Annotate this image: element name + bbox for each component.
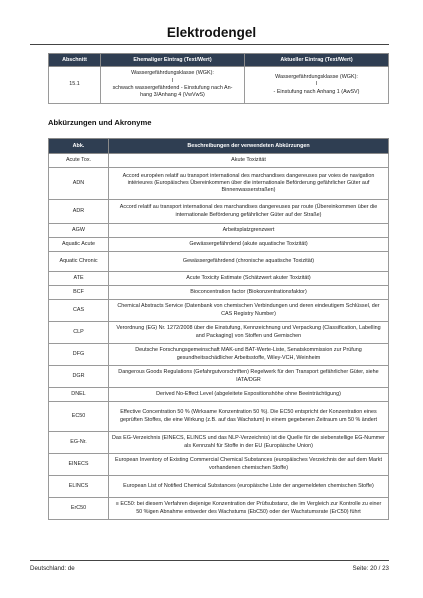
abbreviation-cell: EC50 — [49, 402, 109, 432]
current-line: - Einstufung nach Anhang 1 (AwSV) — [273, 88, 360, 95]
column-header-current: Aktueller Eintrag (Text/Wert) — [245, 54, 389, 67]
column-header-former: Ehemaliger Eintrag (Text/Wert) — [101, 54, 245, 67]
column-header-section: Abschnitt — [49, 54, 101, 67]
former-line: hang 3/Anhang 4 (VwVwS) — [140, 92, 205, 99]
cell-current-entry — [245, 67, 389, 104]
change-table-header — [49, 54, 389, 67]
abbreviation-cell: ELINCS — [49, 476, 109, 498]
abbreviation-cell: EG-Nr. — [49, 432, 109, 454]
description-cell: Das EG-Verzeichnis (EINECS, ELINCS und das NLP-Verzeichnis) ist die Quelle für die siebenstellige EG-Nummer als Kennzahl für Stoffe in der EU (Europäische Union) — [109, 432, 389, 454]
description-cell: European Inventory of Existing Commercial Chemical Substances (europäisches Verzeichnis der auf dem Markt vorhandenen chemischen Stoffe) — [109, 454, 389, 476]
abbreviation-cell: DNEL — [49, 388, 109, 402]
abbreviation-cell: ErC50 — [49, 498, 109, 520]
description-cell: Akute Toxizität — [109, 154, 389, 168]
table-row — [49, 454, 389, 476]
abbreviation-cell: Acute Tox. — [49, 154, 109, 168]
table-row — [49, 366, 389, 388]
former-line: I — [171, 77, 174, 84]
abbreviation-cell: DFG — [49, 344, 109, 366]
table-row — [49, 67, 389, 104]
table-row — [49, 498, 389, 520]
description-cell: Deutsche Forschungsgemeinschaft MAK-und BAT-Werte-Liste, Senatskommission zur Prüfung gesundheitsschädlicher Arbeitsstoffe, Wiley-VCH, Weinheim — [109, 344, 389, 366]
description-cell: Gewässergefährdend (chronische aquatische Toxizität) — [109, 252, 389, 272]
abbreviation-cell: ADR — [49, 200, 109, 224]
abbreviations-table-body — [49, 154, 389, 520]
table-row — [49, 272, 389, 286]
section-heading-abbreviations: Abkürzungen und Akronyme — [48, 118, 152, 127]
description-cell: Verordnung (EG) Nr. 1272/2008 über die Einstufung, Kennzeichnung und Verpackung (Classification, Labelling and Packaging) von Stoffen und Gemischen — [109, 322, 389, 344]
abbreviation-cell: CAS — [49, 300, 109, 322]
footer-divider — [30, 560, 389, 561]
former-line: schwach wassergefährdend - Einstufung nach An- — [112, 85, 233, 91]
page-title: Elektrodengel — [166, 25, 257, 40]
table-row — [49, 224, 389, 238]
description-cell: Arbeitsplatzgrenzwert — [109, 224, 389, 238]
abbreviations-table-header — [49, 139, 389, 154]
description-cell: Derived No-Effect Level (abgeleitete Expositionshöhe ohne Beeinträchtigung) — [109, 388, 389, 402]
abbreviation-cell: Aquatic Acute — [49, 238, 109, 252]
table-row — [49, 154, 389, 168]
abbreviation-cell: EINECS — [49, 454, 109, 476]
description-cell: ≡ EC50: bei diesem Verfahren diejenige Konzentration der Prüfsubstanz, die im Vergleich zur Kontrolle zu einer 50 %igen Abnahme entweder des Wachstums (EbC50) oder der Wachstumsrate (ErC50) führt — [109, 498, 389, 520]
table-row — [49, 286, 389, 300]
former-line: Wassergefährdungsklasse (WGK): — [131, 70, 214, 77]
description-cell: Accord relatif au transport international des marchandises dangereuses par route (Übereinkommen über die internationale Beförderung gefährlicher Güter auf der Straße) — [109, 200, 389, 224]
footer-page-number: Seite: 20 / 23 — [352, 565, 389, 572]
current-line: I — [315, 81, 318, 88]
abbreviation-cell: CLP — [49, 322, 109, 344]
table-row — [49, 402, 389, 432]
table-row — [49, 388, 389, 402]
description-cell: Effective Concentration 50 % (Wirksame Konzentration 50 %). Die EC50 entspricht der Konzentration eines geprüften Stoffes, die eine Wirkung (z.B. auf das Wachstum) in einem gegebenen Zeitraum um 50 % ändert — [109, 402, 389, 432]
description-cell: Acute Toxicity Estimate (Schätzwert akuter Toxizität) — [109, 272, 389, 286]
abbreviation-cell: ADN — [49, 168, 109, 200]
abbreviation-cell: Aquatic Chronic — [49, 252, 109, 272]
table-row — [49, 300, 389, 322]
cell-section: 15.1 — [49, 67, 101, 104]
footer-country-language: Deutschland: de — [30, 565, 75, 572]
title-divider — [30, 44, 389, 45]
column-header-description: Beschreibungen der verwendeten Abkürzungen — [109, 139, 389, 154]
table-row — [49, 252, 389, 272]
description-cell: Chemical Abstracts Service (Datenbank von chemischen Verbindungen und deren eindeutigem Schlüssel, der CAS Registry Number) — [109, 300, 389, 322]
description-cell: Dangerous Goods Regulations (Gefahrgutvorschriften) Regelwerk für den Transport gefährlicher Güter, siehe IATA/DGR — [109, 366, 389, 388]
table-row — [49, 238, 389, 252]
change-table — [48, 53, 389, 104]
cell-former-entry — [101, 67, 245, 104]
current-line: Wassergefährdungsklasse (WGK): — [275, 74, 358, 81]
table-row — [49, 322, 389, 344]
abbreviation-cell: AGW — [49, 224, 109, 238]
table-row — [49, 168, 389, 200]
table-row — [49, 344, 389, 366]
table-row — [49, 432, 389, 454]
abbreviation-cell: ATE — [49, 272, 109, 286]
description-cell: European List of Notified Chemical Substances (europäische Liste der angemeldeten chemischen Stoffe) — [109, 476, 389, 498]
description-cell: Accord européen relatif au transport international des marchandises dangereuses par voies de navigation intérieures (Europäisches Übereinkommen über die internationale Beförderung gefährlicher Güter auf Binnenwasserstraßen) — [109, 168, 389, 200]
description-cell: Gewässergefährdend (akute aquatische Toxizität) — [109, 238, 389, 252]
description-cell: Bioconcentration factor (Biokonzentrationsfaktor) — [109, 286, 389, 300]
abbreviation-cell: DGR — [49, 366, 109, 388]
abbreviation-cell: BCF — [49, 286, 109, 300]
abbreviations-table — [48, 138, 389, 520]
table-row — [49, 200, 389, 224]
column-header-abbreviation: Abk. — [49, 139, 109, 154]
table-row — [49, 476, 389, 498]
